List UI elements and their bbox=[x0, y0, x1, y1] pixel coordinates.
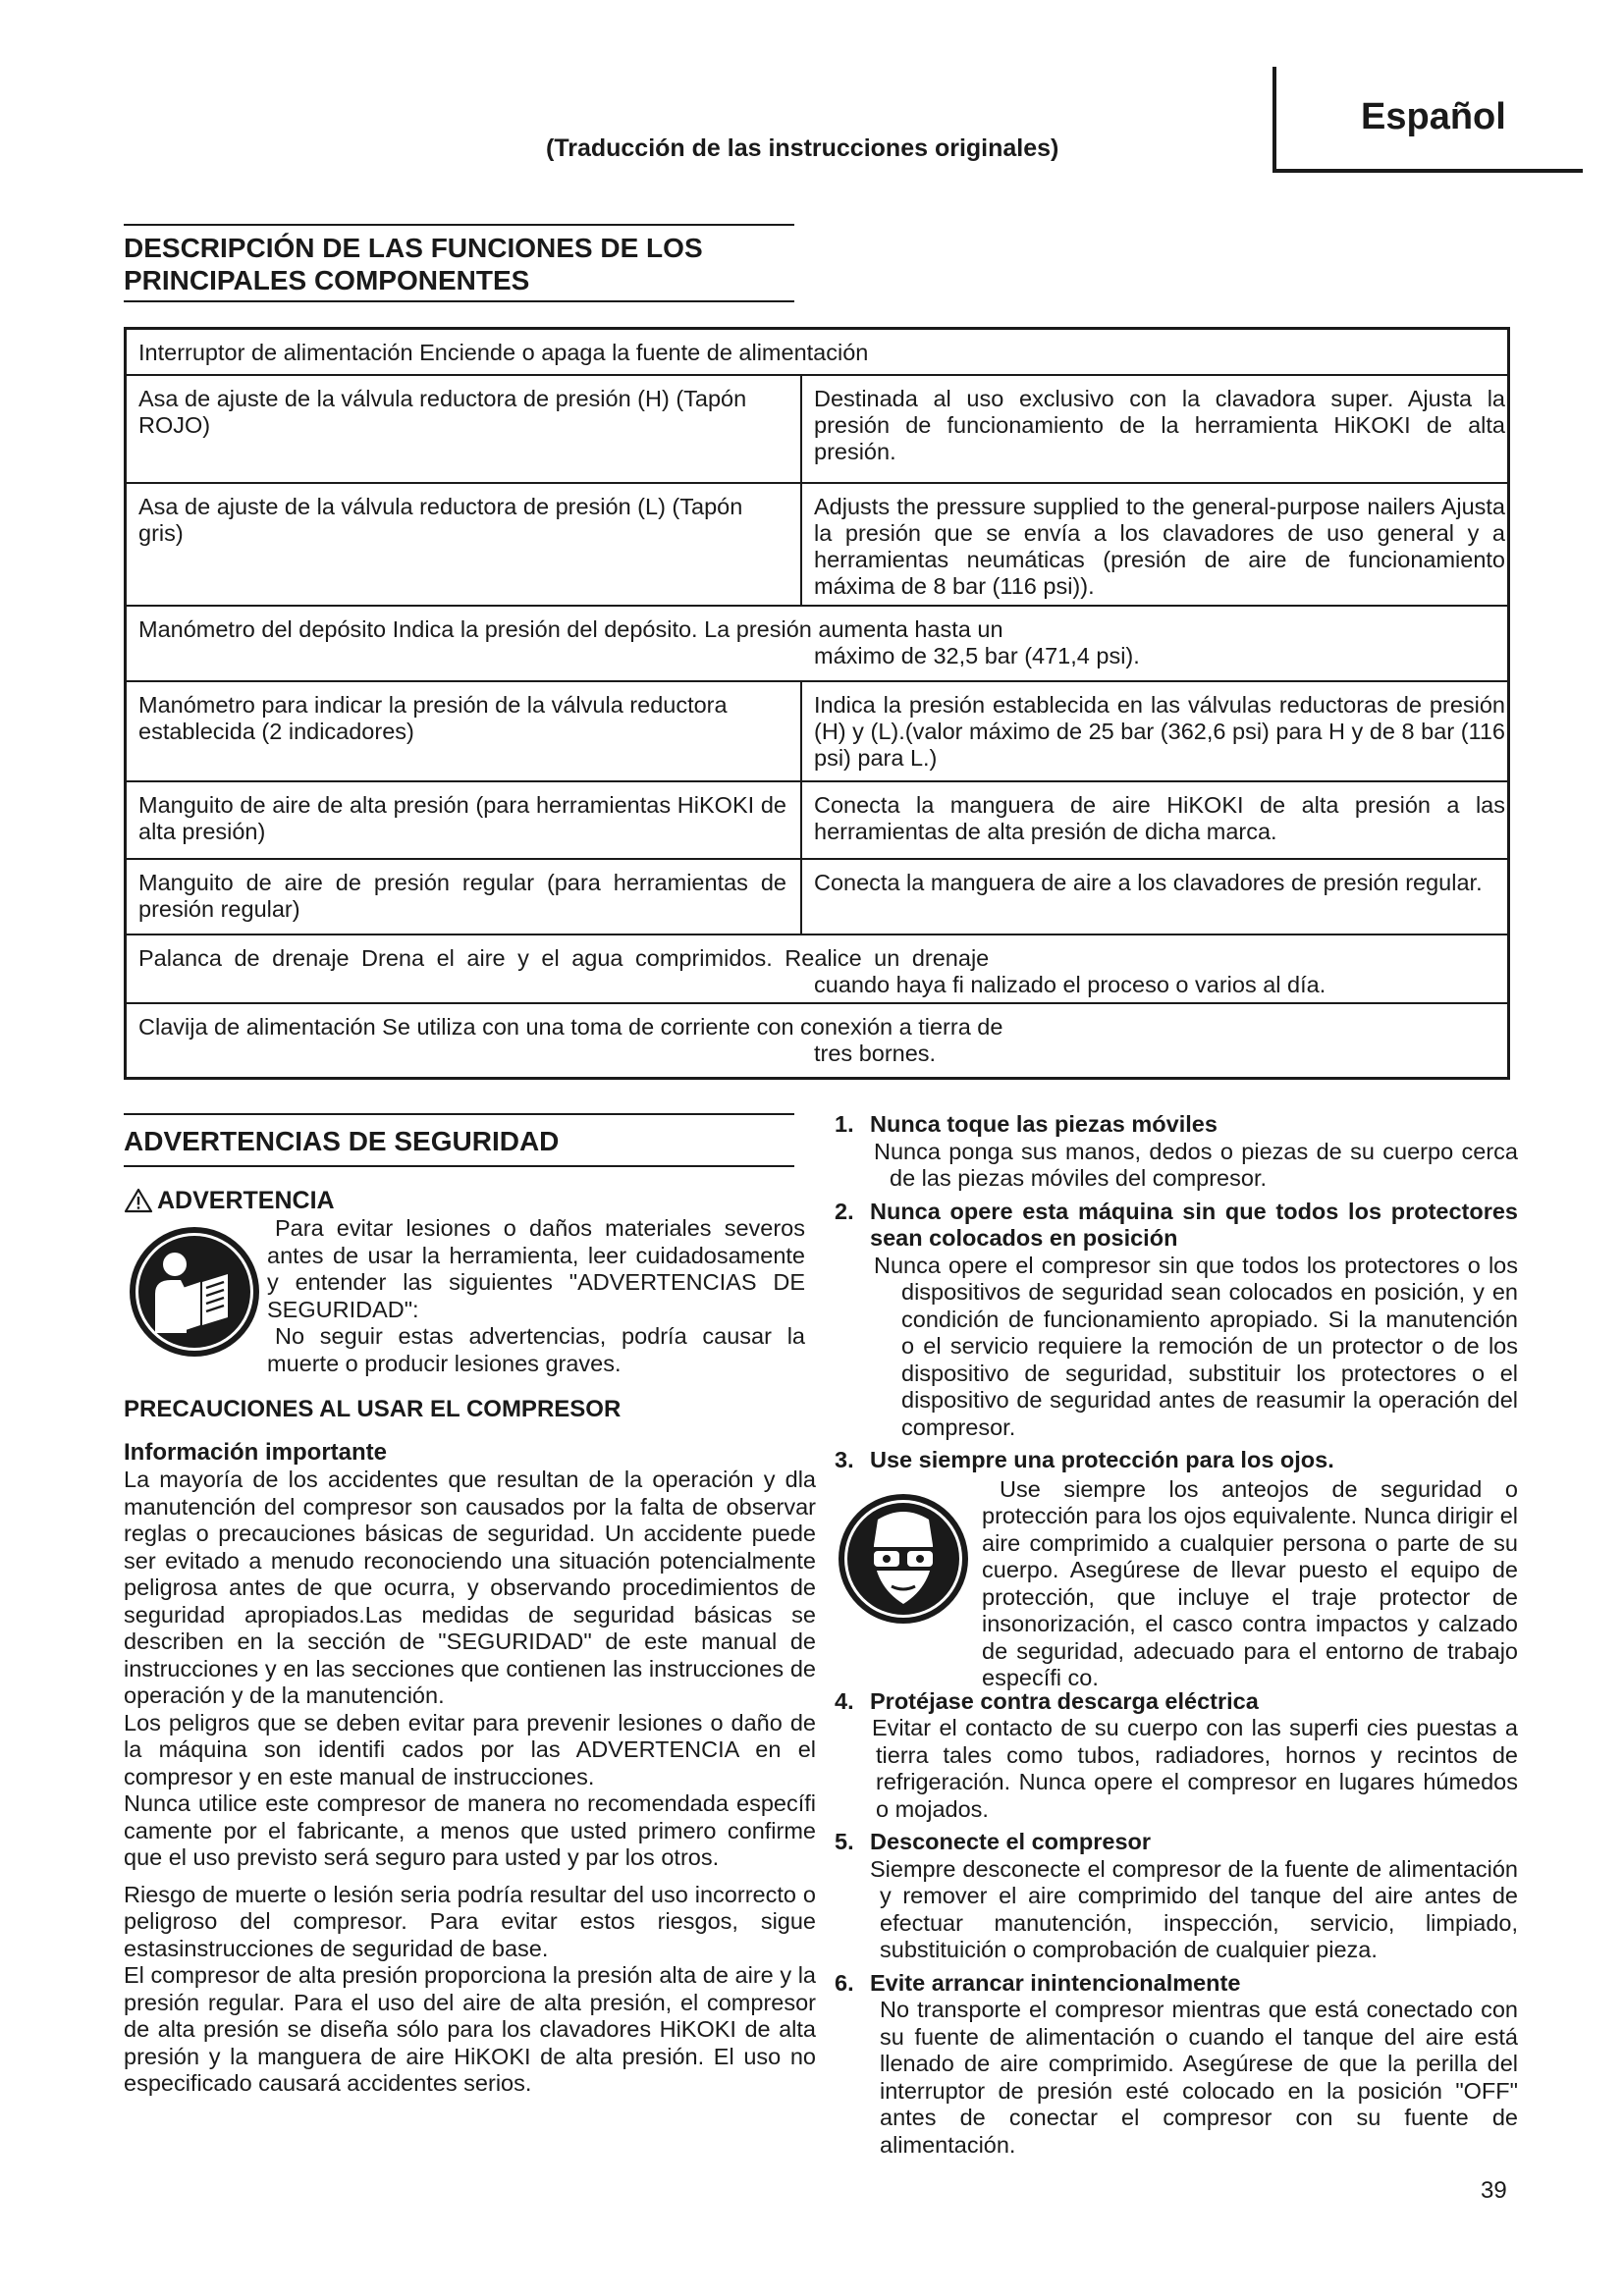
table-row bbox=[127, 484, 1507, 607]
table-cell: Adjusts the pressure supplied to the general-purpose nailers Ajusta la presión que se envía a los clavadores de uso general y a herramientas neumáticas (presión de aire de funcionamiento máxima de 8 bar (116 psi)). bbox=[814, 494, 1505, 599]
rule-title: Evite arrancar inintencionalmente bbox=[870, 1969, 1241, 1996]
rule-title: Protéjase contra descarga eléctrica bbox=[870, 1687, 1259, 1714]
body-paragraph: Nunca utilice este compresor de manera no recomendada específi camente por el fabricante, a menos que usted primero confirme que el uso previsto será seguro para usted y par los otros. bbox=[124, 1790, 816, 1870]
table-cell: Manguito de aire de alta presión (para herramientas HiKOKI de alta presión) bbox=[138, 792, 786, 844]
rule-body: No transporte el compresor mientras que está conectado con su fuente de alimentación o cuando el tanque del aire está llenado de aire comprimido. Asegúrese de que la perilla del interruptor de presión esté colocado en la posición "OFF" antes de conectar el compresor con su fuente de alimentación. bbox=[880, 1997, 1518, 2158]
table-cell: Indica la presión establecida en las válvulas reductoras de presión (H) y (L).(valor máximo de 25 bar (362,6 psi) para H y de 8 bar (116 psi) para L.) bbox=[814, 692, 1505, 771]
precautions-heading: PRECAUCIONES AL USAR EL COMPRESOR bbox=[124, 1396, 622, 1422]
rule-number: 2. bbox=[835, 1198, 854, 1224]
table-row bbox=[127, 376, 1507, 484]
rule-title: Use siempre una protección para los ojos. bbox=[870, 1447, 1334, 1472]
table-cell: Conecta la manguera de aire a los clavadores de presión regular. bbox=[814, 870, 1483, 895]
table-row bbox=[127, 607, 1507, 682]
list-item bbox=[835, 1970, 1518, 2160]
list-item bbox=[835, 1447, 1518, 1690]
page-number: 39 bbox=[1481, 2177, 1507, 2204]
info-heading: Información importante bbox=[124, 1439, 388, 1466]
language-tab bbox=[1272, 67, 1583, 173]
table-row bbox=[127, 682, 1507, 782]
rule-title: Desconecte el compresor bbox=[870, 1829, 1152, 1854]
table-cell: Interruptor de alimentación Enciende o apaga la fuente de alimentación bbox=[138, 340, 869, 365]
table-cell: Manómetro del depósito Indica la presión del depósito. La presión aumenta hasta un bbox=[138, 616, 1003, 642]
warning-paragraph: No seguir estas advertencias, podría causar la muerte o producir lesiones graves. bbox=[267, 1323, 805, 1376]
rule-title: Nunca opere esta máquina sin que todos los protectores sean colocados en posición bbox=[870, 1198, 1518, 1251]
table-row bbox=[127, 935, 1507, 1004]
table-row bbox=[127, 860, 1507, 935]
rule-body: Evitar el contacto de su cuerpo con las superfi cies puestas a tierra tales como tubos, radiadores, hornos y recintos de refrigeración. Nunca opere el compresor en lugares húmedos o mojados. bbox=[872, 1715, 1518, 1822]
body-paragraph: El compresor de alta presión proporciona la presión alta de aire y la presión regular. Para el uso del aire de alta presión, el compresor de alta presión se diseña sólo para los clavadores HiKOKI de alta presión y la manguera de aire HiKOKI de alta presión. El uso no especificado causará accidentes serios. bbox=[124, 1962, 816, 2096]
section-title-line1: DESCRIPCIÓN DE LAS FUNCIONES DE LOS bbox=[124, 233, 703, 263]
safety-rules-list bbox=[835, 1111, 1518, 2164]
body-paragraph: Los peligros que se deben evitar para prevenir lesiones o daño de la máquina son identifi cados por las ADVERTENCIA en el compresor y en este manual de instrucciones. bbox=[124, 1709, 816, 1789]
rule-number: 1. bbox=[835, 1111, 854, 1137]
warning-text bbox=[267, 1215, 805, 1377]
rule-body: Use siempre los anteojos de seguridad o protección para los ojos equivalente. Nunca dirigir el aire comprimido a cualquier persona o parte de su cuerpo. Asegúrese de llevar puesto el equipo de protección, que incluye el traje protector de insonorización, el casco contra impactos y calzado de seguridad, adecuado para el entorno de trabajo específi co. bbox=[982, 1475, 1518, 1690]
read-manual-icon bbox=[126, 1223, 263, 1361]
rule-body: Nunca ponga sus manos, dedos o piezas de su cuerpo cerca de las piezas móviles del compresor. bbox=[874, 1138, 1518, 1191]
section-title-safety: ADVERTENCIAS DE SEGURIDAD bbox=[124, 1113, 794, 1167]
table-cell: máximo de 32,5 bar (471,4 psi). bbox=[814, 643, 1140, 668]
list-item bbox=[835, 1829, 1518, 1964]
page-subtitle: (Traducción de las instrucciones originales) bbox=[546, 134, 1059, 162]
table-row bbox=[127, 1004, 1507, 1077]
body-paragraph: La mayoría de los accidentes que resultan de la operación y dla manutención del compresor son causados por la falta de observar reglas o precauciones básicas de seguridad. Un accidente puede ser evitado a menudo reconociendo una situación potencialmente peligrosa antes de que ocurra, y observando procedimientos de seguridad apropiados.Las medidas de seguridad básicas se describen en la sección de "SEGURIDAD" de este manual de instrucciones y en las secciones que contienen las instrucciones de operación y de la manutención. bbox=[124, 1467, 816, 1708]
warning-paragraph: Para evitar lesiones o daños materiales severos antes de usar la herramienta, leer cuidadosamente y entender las siguientes "ADVERTENCIAS DE SEGURIDAD": bbox=[267, 1215, 805, 1322]
warning-label: ADVERTENCIA bbox=[157, 1187, 335, 1214]
table-cell: Asa de ajuste de la válvula reductora de presión (L) (Tapón gris) bbox=[138, 494, 743, 546]
rule-number: 6. bbox=[835, 1969, 854, 1996]
table-cell: Manguito de aire de presión regular (para herramientas de presión regular) bbox=[138, 870, 786, 922]
rule-body: Nunca opere el compresor sin que todos los protectores o los dispositivos de seguridad sean colocados en posición, y en condición de funcionamiento apropiado. Si la manutención o el servicio requiere la remoción de un protector o de los dispositivo de seguridad, substituir los protectores o el dispositivo de seguridad antes de reasumir la operación del compresor. bbox=[874, 1252, 1518, 1440]
body-paragraph: Riesgo de muerte o lesión seria podría resultar del uso incorrecto o peligroso del compresor. Para evitar estos riesgos, sigue estasinstrucciones de seguridad de base. bbox=[124, 1881, 816, 1961]
language-label: Español bbox=[1361, 96, 1506, 137]
warning-heading bbox=[124, 1187, 335, 1215]
list-item bbox=[835, 1199, 1518, 1442]
rule-body: Siempre desconecte el compresor de la fuente de alimentación y remover el aire comprimido del tanque del aire antes de efectuar manutención, inspección, servicio, limpiado, substituición o comprobación de cualquier pieza. bbox=[870, 1855, 1518, 1962]
table-row bbox=[127, 330, 1507, 376]
rule-number: 5. bbox=[835, 1829, 854, 1854]
section-title-line2: PRINCIPALES COMPONENTES bbox=[124, 265, 530, 295]
rule-number: 3. bbox=[835, 1447, 854, 1472]
table-cell: tres bornes. bbox=[814, 1041, 937, 1066]
components-table bbox=[124, 327, 1510, 1080]
table-cell: cuando haya fi nalizado el proceso o varios al día. bbox=[814, 972, 1326, 997]
table-cell: Palanca de drenaje Drena el aire y el agua comprimidos. Realice un drenaje bbox=[138, 945, 990, 971]
rule-title: Nunca toque las piezas móviles bbox=[870, 1111, 1218, 1137]
rule-number: 4. bbox=[835, 1687, 854, 1714]
table-cell: Asa de ajuste de la válvula reductora de presión (H) (Tapón ROJO) bbox=[138, 386, 747, 438]
section-title-components bbox=[124, 224, 794, 302]
table-cell: Conecta la manguera de aire HiKOKI de alta presión a las herramientas de alta presión de dicha marca. bbox=[814, 792, 1505, 844]
list-item bbox=[835, 1111, 1518, 1193]
table-cell: Destinada al uso exclusivo con la clavadora super. Ajusta la presión de funcionamiento de la herramienta HiKOKI de alta presión. bbox=[814, 386, 1505, 464]
eye-protection-icon bbox=[835, 1490, 972, 1628]
list-item bbox=[835, 1688, 1518, 1824]
table-cell: Manómetro para indicar la presión de la válvula reductora establecida (2 indicadores) bbox=[138, 692, 728, 744]
table-row bbox=[127, 782, 1507, 860]
warning-triangle-icon bbox=[124, 1188, 153, 1213]
table-cell: Clavija de alimentación Se utiliza con una toma de corriente con conexión a tierra de bbox=[138, 1014, 1003, 1040]
left-body-text bbox=[124, 1467, 816, 2098]
